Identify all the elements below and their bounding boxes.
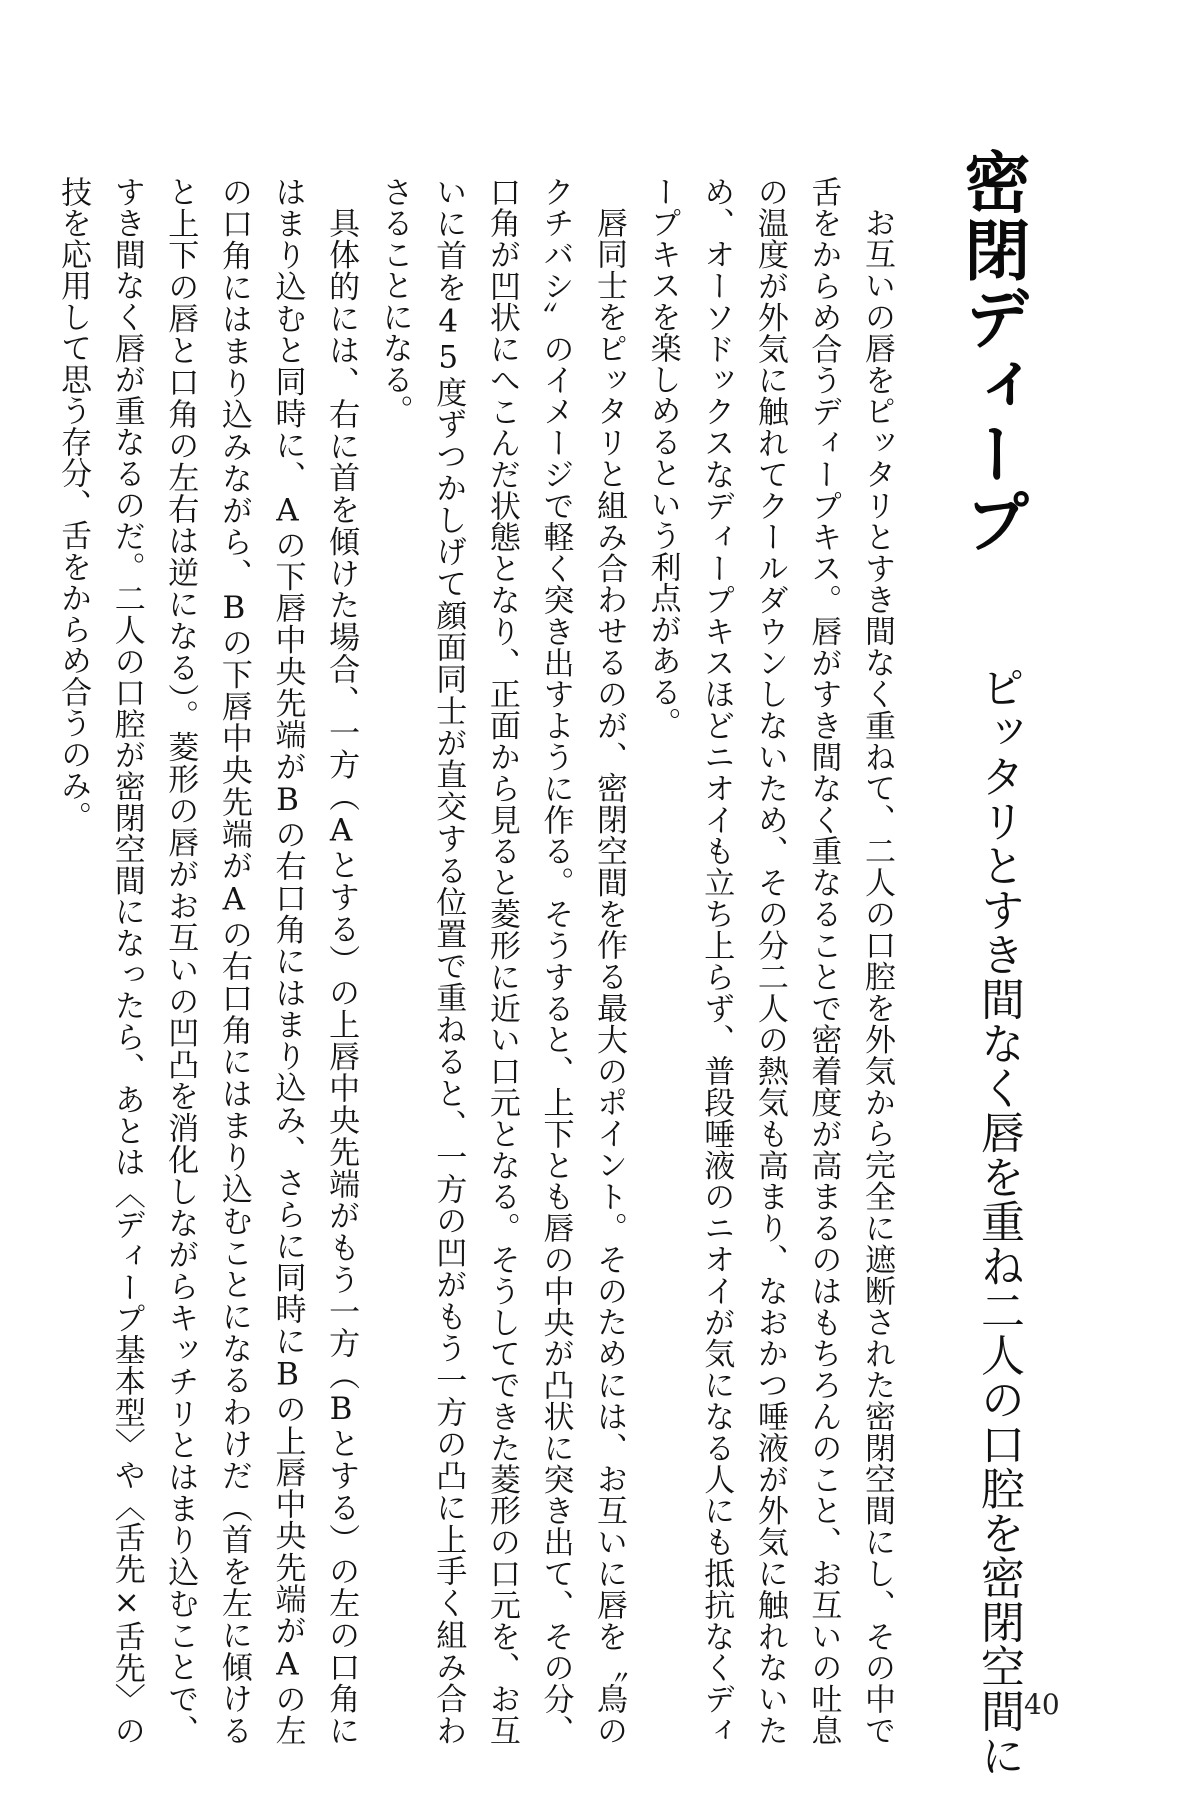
paragraph: 唇同士をピッタリと組み合わせるのが、密閉空間を作る最大のポイント。そのためには、お互いに唇を〝鳥のクチバシ〟のイメージで軽く突き出すように作る。そうすると、上下とも唇の中央が凸状に突き出て、その分、口角が凹状にへこんだ状態となり、正面から見ると菱形に近い口元となる。そうしてできた菱形の口元を、お互いに首を45度ずつかしげて顔面同士が直交する位置で重ねると、一方の凹がもう一方の凸に上手く組み合わさることになる。 [376, 176, 628, 1747]
paragraph: お互いの唇をピッタリとすき間なく重ねて、二人の口腔を外気から完全に遮断された密閉空間にし、その中で舌をからめ合うディープキス。唇がすき間なく重なることで密着度が高まるのはもちろんのこと、お互いの吐息の温度が外気に触れてクールダウンしないため、その分二人の熱気も高まり、なおかつ唾液が外気に触れないため、オーソドックスなディープキスほどニオイも立ち上らず、普段唾液のニオイが気になる人にも抵抗なくディープキスを楽しめるという利点がある。 [644, 176, 895, 1747]
paragraph: 具体的には、右に首を傾けた場合、一方（Aとする）の上唇中央先端がもう一方（Bとする）の左の口角にはまり込むと同時に、Aの下唇中央先端がBの右口角にはまり込み、さらに同時にBの上唇中央先端がAの左の口角にはまり込みながら、Bの下唇中央先端がAの右口角にはまり込むことになるわけだ（首を左に傾けると上下の唇と口角の左右は逆になる）。菱形の唇がお互いの凹凸を消化しながらキッチリとはまり込むことで、すき間なく唇が重なるのだ。二人の口腔が密閉空間になったら、あとは〈ディープ基本型〉や〈舌先×舌先〉の技を応用して思う存分、舌をからめ合うのみ。 [55, 176, 360, 1747]
page-title: 密閉ディープ [953, 148, 1030, 556]
page-subtitle: ピッタリとすき間なく唇を重ね二人の口腔を密閉空間に [973, 665, 1024, 1778]
body-text [46, 176, 904, 1746]
page-number: 40 [1024, 1688, 1060, 1721]
